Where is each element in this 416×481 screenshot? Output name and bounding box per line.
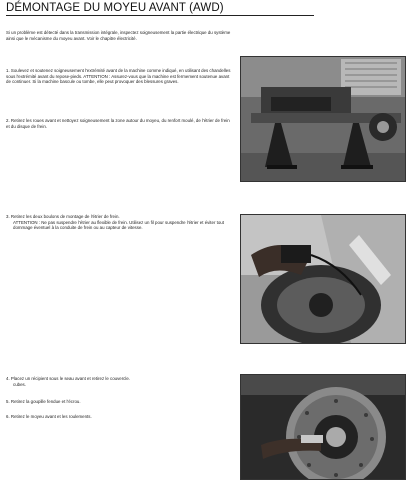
step-1: [6, 68, 232, 85]
step-number: 2.: [6, 118, 10, 123]
step-number: 1.: [6, 68, 10, 73]
step-5: [6, 399, 232, 405]
photo-hub-removal: [240, 374, 406, 480]
step-text: Retirez la goupille fendue et l'écrou.: [10, 399, 81, 404]
step-6: [6, 414, 232, 420]
step-text: Retirez les roues avant et nettoyez soigneusement la zone autour du moyeu, du renfort moulé, de l'étrier de frein et du disque de frein.: [6, 118, 230, 129]
step-3: [6, 214, 232, 231]
step-number: 3.: [6, 214, 10, 219]
step-number: 5.: [6, 399, 10, 404]
photo-machine-on-stands: [240, 56, 406, 182]
step-note: cubes.: [13, 381, 26, 387]
page-title: DÉMONTAGE DU MOYEU AVANT (AWD): [6, 2, 314, 16]
step-text: Soulevez et soutenez soigneusement l'extrémité avant de la machine comme indiqué, en utilisant des chandelles sous l'extrémité avant du repose-pieds. ATTENTION : Assurez-vous que la machine est fermement soutenue avant de continuer. Si la machine bascule ou tombe, elle peut provoquer des blessures graves.: [6, 68, 231, 85]
photo-caliper-removal: [240, 214, 406, 344]
step-note: ATTENTION : Ne pas suspendre l'étrier au flexible de frein. Utilisez un fil pour suspendre l'étrier et éviter tout dommage éventuel à la conduite de frein ou au capteur de vitesse.: [13, 219, 224, 231]
step-2: [6, 118, 232, 129]
step-text: Placez un récipient sous le seau avant et retirez le couvercle.: [10, 376, 131, 381]
step-text: Retirez les deux boulons de montage de l'étrier de frein.: [10, 214, 120, 219]
step-number: 4.: [6, 376, 10, 381]
step-4: [6, 376, 232, 387]
step-text: Retirez le moyeu avant et les roulements.: [10, 414, 92, 419]
intro-paragraph: Si un problème est détecté dans la transmission intégrale, inspectez soigneusement la partie électrique du système ainsi que le mécanisme du moyeu avant. Voir le chapitre électricité.: [6, 30, 231, 41]
step-number: 6.: [6, 414, 10, 419]
